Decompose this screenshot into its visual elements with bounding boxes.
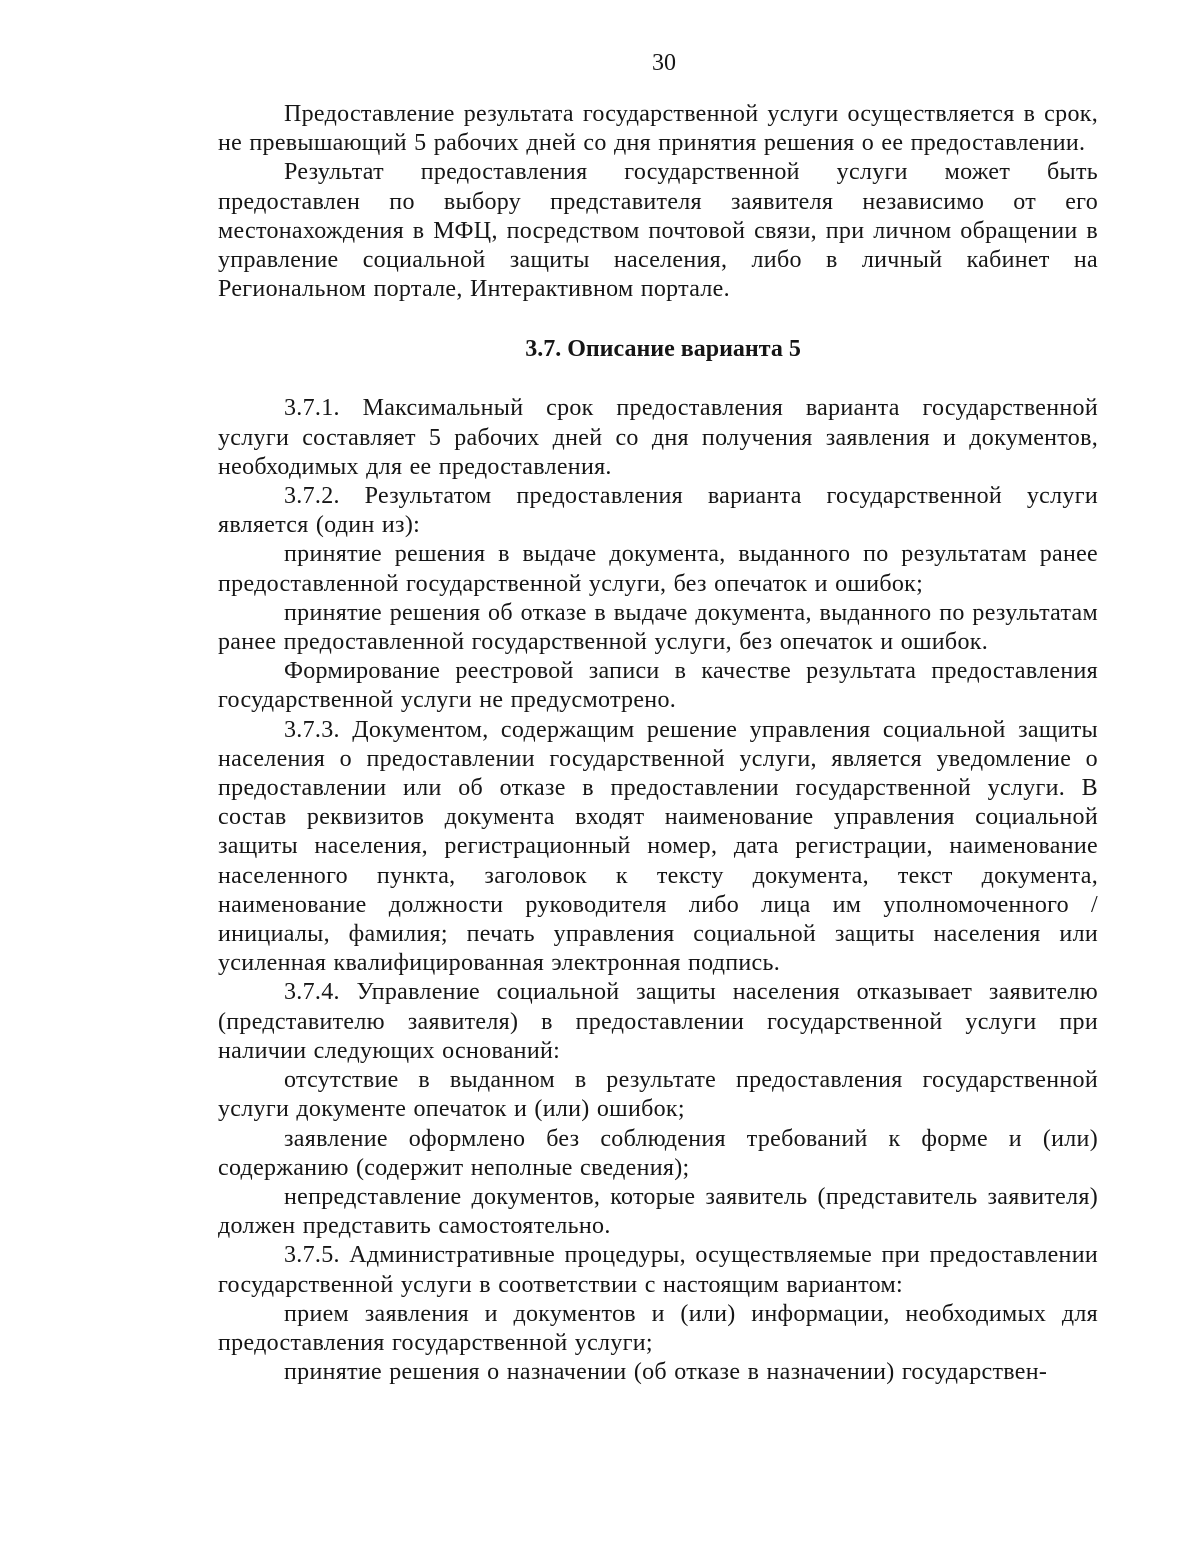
paragraph: 3.7.2. Результатом предоставления варианта государственной услуги является (один из): <box>218 483 1098 539</box>
paragraph: принятие решения об отказе в выдаче документа, выданного по результатам ранее предоставленной государственной услуги, без опечаток и ошибок. <box>218 599 1098 656</box>
paragraph: принятие решения в выдаче документа, выданного по результатам ранее предоставленной государственной услуги, без опечаток и ошибок; <box>218 541 1098 597</box>
paragraph: 3.7.5. Административные процедуры, осуществляемые при предоставлении государственной услуги в соответствии с настоящим вариантом: <box>218 1242 1098 1298</box>
paragraph: прием заявления и документов и (или) информации, необходимых для предоставления государственной услуги; <box>218 1300 1098 1356</box>
paragraph: 3.7.4. Управление социальной защиты населения отказывает заявителю (представителю заявителя) в предоставлении государственной услуги при наличии следующих оснований: <box>218 979 1098 1064</box>
paragraph: отсутствие в выданном в результате предоставления государственной услуги документе опечаток и (или) ошибок; <box>218 1067 1098 1123</box>
document-page <box>218 48 1098 1387</box>
page-number: 30 <box>652 50 676 76</box>
paragraph: Результат предоставления государственной услуги может быть предоставлен по выбору представителя заявителя независимо от его местонахождения в МФЦ, посредством почтовой связи, при личном обращении в управление социальной защиты населения, либо в личный кабинет на Региональном портале, Интерактивном портале. <box>218 159 1098 303</box>
paragraph: Формирование реестровой записи в качестве результата предоставления государственной услуги не предусмотрено. <box>218 658 1098 714</box>
paragraph: заявление оформлено без соблюдения требований к форме и (или) содержанию (содержит неполные сведения); <box>218 1125 1098 1181</box>
section-heading: 3.7. Описание варианта 5 <box>525 336 801 363</box>
paragraph: 3.7.1. Максимальный срок предоставления варианта государственной услуги составляет 5 рабочих дней со дня получения заявления и документов, необходимых для ее предоставления. <box>218 395 1098 480</box>
paragraph: непредставление документов, которые заявитель (представитель заявителя) должен представить самостоятельно. <box>218 1183 1098 1240</box>
paragraph: 3.7.3. Документом, содержащим решение управления социальной защиты населения о предоставлении государственной услуги, является уведомление о предоставлении или об отказе в предоставлении государственной услуги. В состав реквизитов документа входят наименование управления социальной защиты населения, регистрационный номер, дата регистрации, наименование населенного пункта, заголовок к тексту документа, текст документа, наименование должности руководителя либо лица им уполномоченного / инициалы, фамилия; печать управления социальной защиты населения или усиленная квалифицированная электронная подпись. <box>218 716 1098 977</box>
paragraph: принятие решения о назначении (об отказе в назначении) государствен- <box>284 1359 1048 1386</box>
paragraph: Предоставление результата государственной услуги осуществляется в срок, не превышающий 5 рабочих дней со дня принятия решения о ее предоставлении. <box>218 101 1098 157</box>
